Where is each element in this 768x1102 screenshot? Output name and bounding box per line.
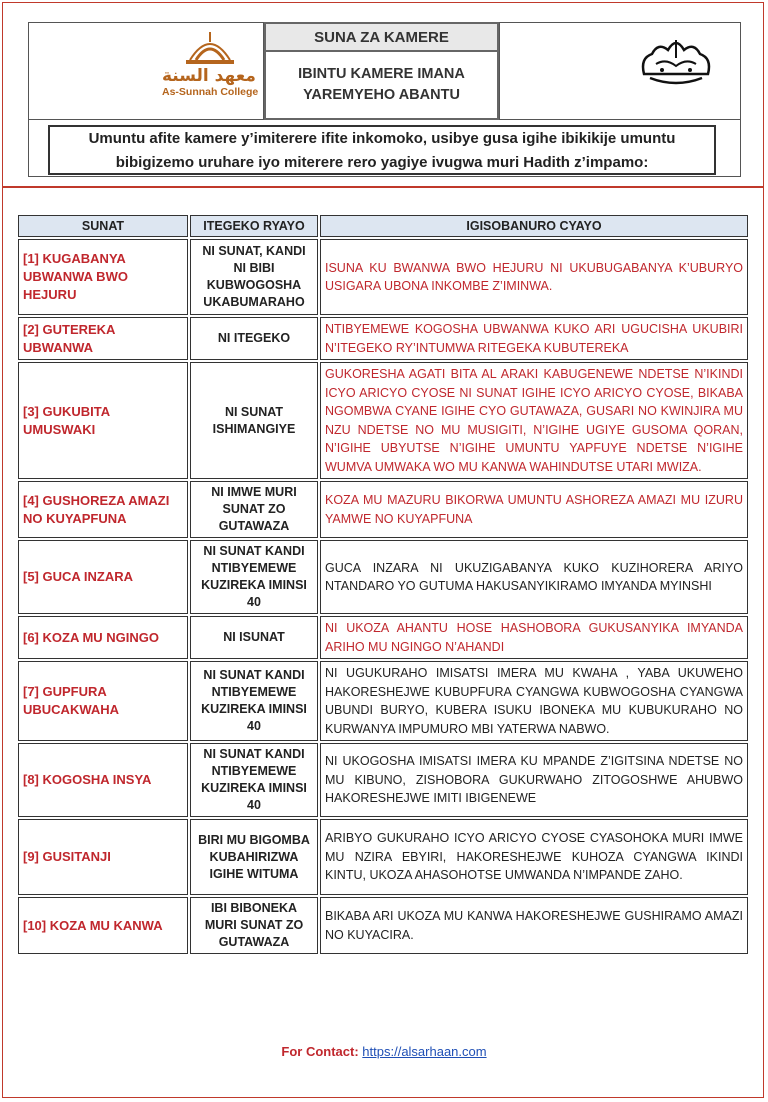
- igisobanuro-explanation: GUCA INZARA NI UKUZIGABANYA KUKO KUZIHORERA ARIYO NTANDARO YO GUTUMA HAKUSANYIKIRAMO IMYANDA MYINSHI: [320, 540, 748, 614]
- divider-line: [3, 186, 763, 188]
- table-row: [18, 362, 748, 479]
- sunat-name: [1] KUGABANYA UBWANWA BWO HEJURU: [18, 239, 188, 315]
- igisobanuro-explanation: ARIBYO GUKURAHO ICYO ARICYO CYOSE CYASOHOKA MURI IMWE MU NZIRA EBYIRI, HAKORESHEJWE KUHOZA CYANGWA IKINDI KINTU, UKOZA AHASOHOTSE UMWANDA N’IMPANDE ZAHO.: [320, 819, 748, 895]
- igisobanuro-explanation: NI UGUKURAHO IMISATSI IMERA MU KWAHA , YABA UKUWEHO HAKORESHEJWE KUBUPFURA CYANGWA KUBWOGOSHA CYANGWA UBUNDI BURYO, KUBERA ISUKU IBONEKA MU KUBUKURAHO NO KURWANYA IMPUMURO MBI YATERWA NABWO.: [320, 661, 748, 741]
- table-row: [18, 540, 748, 614]
- sunat-name: [9] GUSITANJI: [18, 819, 188, 895]
- itegeko-ruling: NI SUNAT KANDI NTIBYEMEWE KUZIREKA IMINSI 40: [190, 743, 318, 817]
- itegeko-ruling: NI SUNAT ISHIMANGIYE: [190, 362, 318, 479]
- table-row: [18, 819, 748, 895]
- table-row: [18, 743, 748, 817]
- sunat-name: [10] KOZA MU KANWA: [18, 897, 188, 954]
- igisobanuro-explanation: ISUNA KU BWANWA BWO HEJURU NI UKUBUGABANYA K’UBURYO USIGARA UBONA INKOMBE Z’IMINWA.: [320, 239, 748, 315]
- itegeko-ruling: NI SUNAT KANDI NTIBYEMEWE KUZIREKA IMINSI 40: [190, 661, 318, 741]
- subtitle-line-1: IBINTU KAMERE IMANA: [298, 66, 465, 82]
- igisobanuro-explanation: NI UKOZA AHANTU HOSE HASHOBORA GUKUSANYIKA IMYANDA ARIHO MU NGINGO N’AHANDI: [320, 616, 748, 659]
- page-subtitle: [264, 52, 499, 120]
- itegeko-ruling: BIRI MU BIGOMBA KUBAHIRIZWA IGIHE WITUMA: [190, 819, 318, 895]
- sunat-name: [8] KOGOSHA INSYA: [18, 743, 188, 817]
- table-row: [18, 616, 748, 659]
- sunat-table: [16, 213, 750, 956]
- itegeko-ruling: NI SUNAT, KANDI NI BIBI KUBWOGOSHA UKABUMARAHO: [190, 239, 318, 315]
- igisobanuro-explanation: GUKORESHA AGATI BITA AL ARAKI KABUGENEWE NDETSE N’IKINDI ICYO ARICYO CYOSE NI SUNAT IGIHE ICYO ARICYO CYOSE, BIKABA NGOMBWA CYANE IGIHE CYO GUTAWAZA, GUSARI NO KWINJIRA MU NZU NDETSE NO MU MUSIGITI, N’IGIHE UGIYE GUSOMA QORAN, N’IGIHE UBYUTSE N’IGIHE UMUNTU YAPFUYE NDETSE N’IGIHE WUMVA UMWAKA WO MU KANWA WAHINDUTSE UTARI MWIZA.: [320, 362, 748, 479]
- igisobanuro-explanation: NTIBYEMEWE KOGOSHA UBWANWA KUKO ARI UGUCISHA UKUBIRI N’ITEGEKO RY’INTUMWA RITEGEKA KUBUTEREKA: [320, 317, 748, 360]
- sunat-name: [5] GUCA INZARA: [18, 540, 188, 614]
- intro-line-1: Umuntu afite kamere y’imiterere ifite inkomoko, usibye gusa igihe ibikikije umuntu: [88, 130, 676, 147]
- calligraphy-icon: [636, 34, 716, 94]
- table-row: [18, 239, 748, 315]
- sunat-name: [7] GUPFURA UBUCAKWAHA: [18, 661, 188, 741]
- table-row: [18, 317, 748, 360]
- page-title: SUNA ZA KAMERE: [264, 22, 499, 52]
- sunat-name: [6] KOZA MU NGINGO: [18, 616, 188, 659]
- igisobanuro-explanation: NI UKOGOSHA IMISATSI IMERA KU MPANDE Z’IGITSINA NDETSE NO MU KIBUNO, ZISHOBORA GUKURWAHO ZITOGOSHWE AHUBWO HAKORESHEJWE IMITI IBIGENEWE: [320, 743, 748, 817]
- igisobanuro-explanation: BIKABA ARI UKOZA MU KANWA HAKORESHEJWE GUSHIRAMO AMAZI NO KUYACIRA.: [320, 897, 748, 954]
- logo-english-text: As-Sunnah College: [162, 86, 259, 98]
- itegeko-ruling: NI ISUNAT: [190, 616, 318, 659]
- logo-arabic-text: معهد السنة: [162, 66, 256, 86]
- header-igisobanuro: IGISOBANURO CYAYO: [320, 215, 748, 237]
- intro-line-2: bibigizemo uruhare iyo miterere rero yagiye ivugwa muri Hadith z’impamo:: [115, 154, 649, 171]
- contact-label: For Contact:: [281, 1044, 359, 1059]
- itegeko-ruling: NI SUNAT KANDI NTIBYEMEWE KUZIREKA IMINSI 40: [190, 540, 318, 614]
- itegeko-ruling: NI ITEGEKO: [190, 317, 318, 360]
- itegeko-ruling: IBI BIBONEKA MURI SUNAT ZO GUTAWAZA: [190, 897, 318, 954]
- sunat-name: [2] GUTEREKA UBWANWA: [18, 317, 188, 360]
- header-sunat: SUNAT: [18, 215, 188, 237]
- table-row: [18, 897, 748, 954]
- itegeko-ruling: NI IMWE MURI SUNAT ZO GUTAWAZA: [190, 481, 318, 538]
- table-row: [18, 481, 748, 538]
- footer: [0, 1044, 768, 1059]
- sunat-name: [4] GUSHOREZA AMAZI NO KUYAPFUNA: [18, 481, 188, 538]
- table-row: [18, 661, 748, 741]
- subtitle-line-2: YAREMYEHO ABANTU: [303, 87, 460, 103]
- contact-link[interactable]: https://alsarhaan.com: [362, 1044, 487, 1059]
- igisobanuro-explanation: KOZA MU MAZURU BIKORWA UMUNTU ASHOREZA AMAZI MU IZURU YAMWE NO KUYAPFUNA: [320, 481, 748, 538]
- intro-text: [48, 125, 716, 175]
- table-header-row: [18, 215, 748, 237]
- sunat-name: [3] GUKUBITA UMUSWAKI: [18, 362, 188, 479]
- header-itegeko: ITEGEKO RYAYO: [190, 215, 318, 237]
